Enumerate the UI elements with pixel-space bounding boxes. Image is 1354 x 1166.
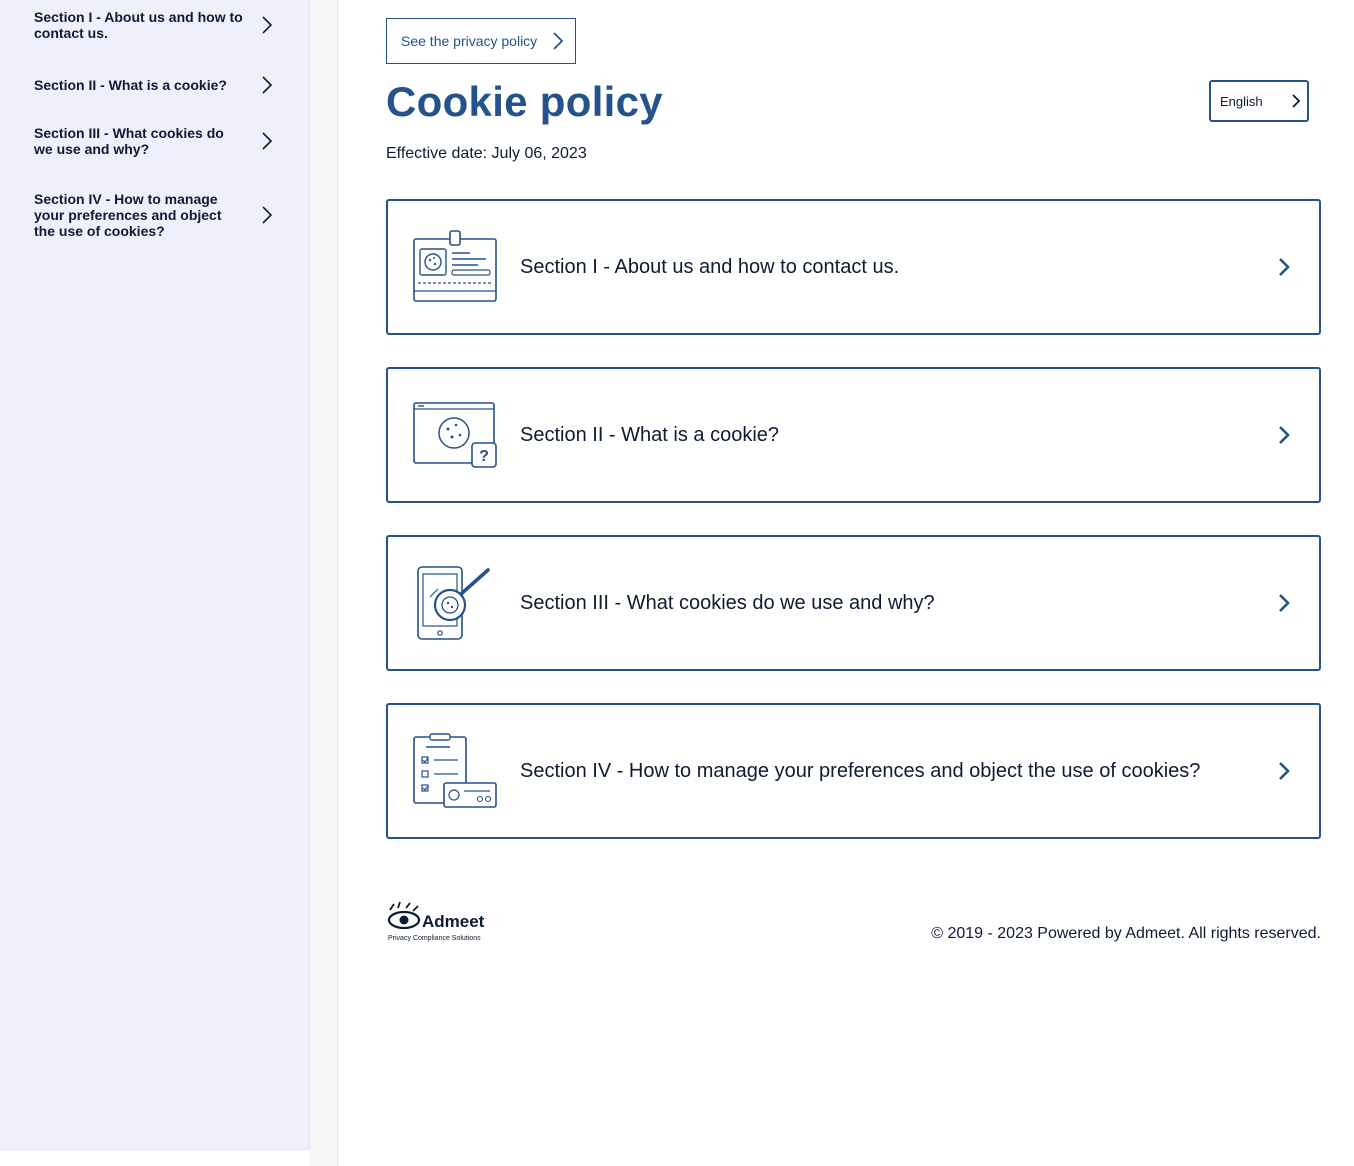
sidebar-item-label: Section I - About us and how to contact us. <box>34 9 243 41</box>
privacy-policy-button-label: See the privacy policy <box>401 33 538 49</box>
chevron-right-icon <box>1277 592 1291 614</box>
section-card-label: Section IV - How to manage your preferences and object the use of cookies? <box>520 759 1201 782</box>
chevron-right-icon <box>1277 760 1291 782</box>
chevron-right-icon <box>260 75 274 95</box>
language-select[interactable] <box>1209 80 1309 122</box>
section-card-label: Section III - What cookies do we use and why? <box>520 591 935 614</box>
chevron-right-icon <box>551 31 565 51</box>
sidebar-item-section-4[interactable] <box>34 191 274 239</box>
effective-date: Effective date: July 06, 2023 <box>386 145 587 162</box>
svg-text:Admeet: Admeet <box>422 912 485 931</box>
admeet-logo[interactable] <box>386 900 490 944</box>
sidebar-nav <box>0 0 310 1150</box>
sidebar-item-label: Section II - What is a cookie? <box>34 77 227 93</box>
browser-cookie-question-icon <box>412 397 498 473</box>
chevron-right-icon <box>1291 94 1301 108</box>
svg-text:?: ? <box>479 448 489 465</box>
sidebar-item-section-3[interactable] <box>34 125 274 157</box>
phone-magnifier-cookie-icon <box>412 565 498 641</box>
section-card-label: Section I - About us and how to contact us. <box>520 255 900 278</box>
chevron-right-icon <box>260 131 274 151</box>
sidebar-item-label: Section III - What cookies do we use and why? <box>34 125 224 157</box>
content-gutter <box>310 0 338 1166</box>
chevron-right-icon <box>1277 424 1291 446</box>
svg-text:Privacy Compliance Solutions: Privacy Compliance Solutions <box>388 935 481 942</box>
id-card-cookie-icon <box>412 229 498 305</box>
section-card-1[interactable] <box>386 199 1321 335</box>
sidebar-item-section-1[interactable] <box>34 9 274 41</box>
privacy-policy-button[interactable] <box>386 18 576 64</box>
language-select-value: English <box>1220 93 1263 109</box>
section-card-4[interactable] <box>386 703 1321 839</box>
copyright-text: © 2019 - 2023 Powered by Admeet. All rights reserved. <box>931 925 1321 942</box>
chevron-right-icon <box>1277 256 1291 278</box>
section-card-label: Section II - What is a cookie? <box>520 423 780 446</box>
chevron-right-icon <box>260 205 274 225</box>
section-card-2[interactable] <box>386 367 1321 503</box>
sidebar-item-section-2[interactable] <box>34 75 274 95</box>
chevron-right-icon <box>260 15 274 35</box>
section-card-3[interactable] <box>386 535 1321 671</box>
checklist-preferences-icon <box>412 733 498 809</box>
page-title: Cookie policy <box>386 78 663 125</box>
sidebar-item-label: Section IV - How to manage your preferences and object the use of cookies? <box>34 191 222 239</box>
